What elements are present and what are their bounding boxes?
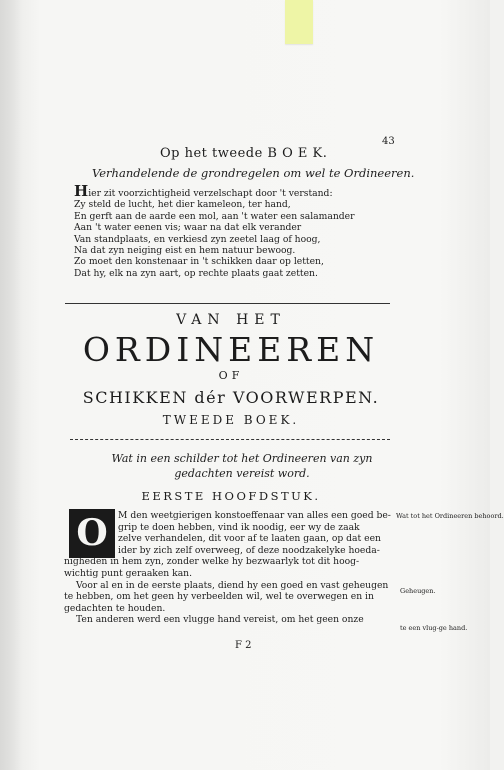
title-book: TWEEDE BOEK. <box>162 413 300 427</box>
decorated-initial: O <box>69 509 115 558</box>
divider-rule <box>65 303 390 304</box>
poem-line: Aan 't water eenen vis; waar na dat elk verander <box>74 222 302 234</box>
chapter-heading: EERSTE HOOFDSTUK. <box>141 489 321 503</box>
body-line: ider by zich zelf overweeg, of deze noodzakelyke hoeda- <box>118 544 380 556</box>
body-line: Ten anderen werd een vlugge hand vereist, om het geen onze <box>76 614 364 626</box>
page-number: 43 <box>382 136 395 147</box>
margin-note: Wat tot het Ordineeren behoord. <box>396 512 504 520</box>
sticky-note-tab <box>285 0 313 44</box>
title-line-1: VAN HET <box>176 312 286 328</box>
body-line: gedachten te houden. <box>64 602 166 614</box>
poem-line: Dat hy, elk na zyn aart, op rechte plaats gaat zetten. <box>74 267 318 279</box>
poem-line: Hier zit voorzichtigheid verzelschapt door 't verstand: <box>74 182 333 200</box>
title-line-3: OF <box>218 369 244 382</box>
poem-line: En gerft aan de aarde een mol, aan 't water een salamander <box>74 210 355 222</box>
body-line: nigheden in hem zyn, zonder welke hy bezwaarlyk tot dit hoog- <box>64 556 360 568</box>
body-line: te hebben, om het geen hy verbeelden wil, wel te overwegen en in <box>64 591 374 603</box>
body-line: grip te doen hebben, vind ik noodig, eer wy de zaak <box>118 521 360 533</box>
body-text <box>64 510 394 626</box>
margin-note: Geheugen. <box>400 587 436 595</box>
body-line: wichtig punt geraaken kan. <box>64 567 193 579</box>
signature-mark: F 2 <box>235 640 252 651</box>
title-main: ORDINEEREN <box>82 330 380 369</box>
divider-rule <box>70 439 390 440</box>
margin-note: te een vlug-ge hand. <box>400 624 468 632</box>
poem-line: Zy steld de lucht, het dier kameleon, ter hand, <box>74 199 291 211</box>
poem-line: Zo moet den konstenaar in 't schikken daar op letten, <box>74 256 324 268</box>
binding-shadow <box>0 0 22 770</box>
title-line-4: SCHIKKEN dér VOORWERPEN. <box>82 388 380 407</box>
poem-line: Van standplaats, en verkiesd zyn zeetel laag of hoog, <box>74 233 321 245</box>
section-heading: Verhandelende de grondregelen om wel te Ordineeren. <box>92 166 415 180</box>
body-line: zelve verhandelen, dit voor af te laaten gaan, op dat een <box>118 533 381 545</box>
poem <box>74 182 374 279</box>
body-line: M den weetgierigen konstoeffenaar van alles een goed be- <box>118 510 391 521</box>
chapter-intro: Wat in een schilder tot het Ordineeren van zyn gedachten vereist word. <box>111 452 373 480</box>
running-head: Op het tweede B O E K. <box>160 146 328 161</box>
poem-line: Na dat zyn neiging eist en hem natuur bewoog. <box>74 245 296 257</box>
poem-initial: H <box>74 182 89 200</box>
body-line: Voor al en in de eerste plaats, diend hy een goed en vast geheugen <box>76 579 389 591</box>
